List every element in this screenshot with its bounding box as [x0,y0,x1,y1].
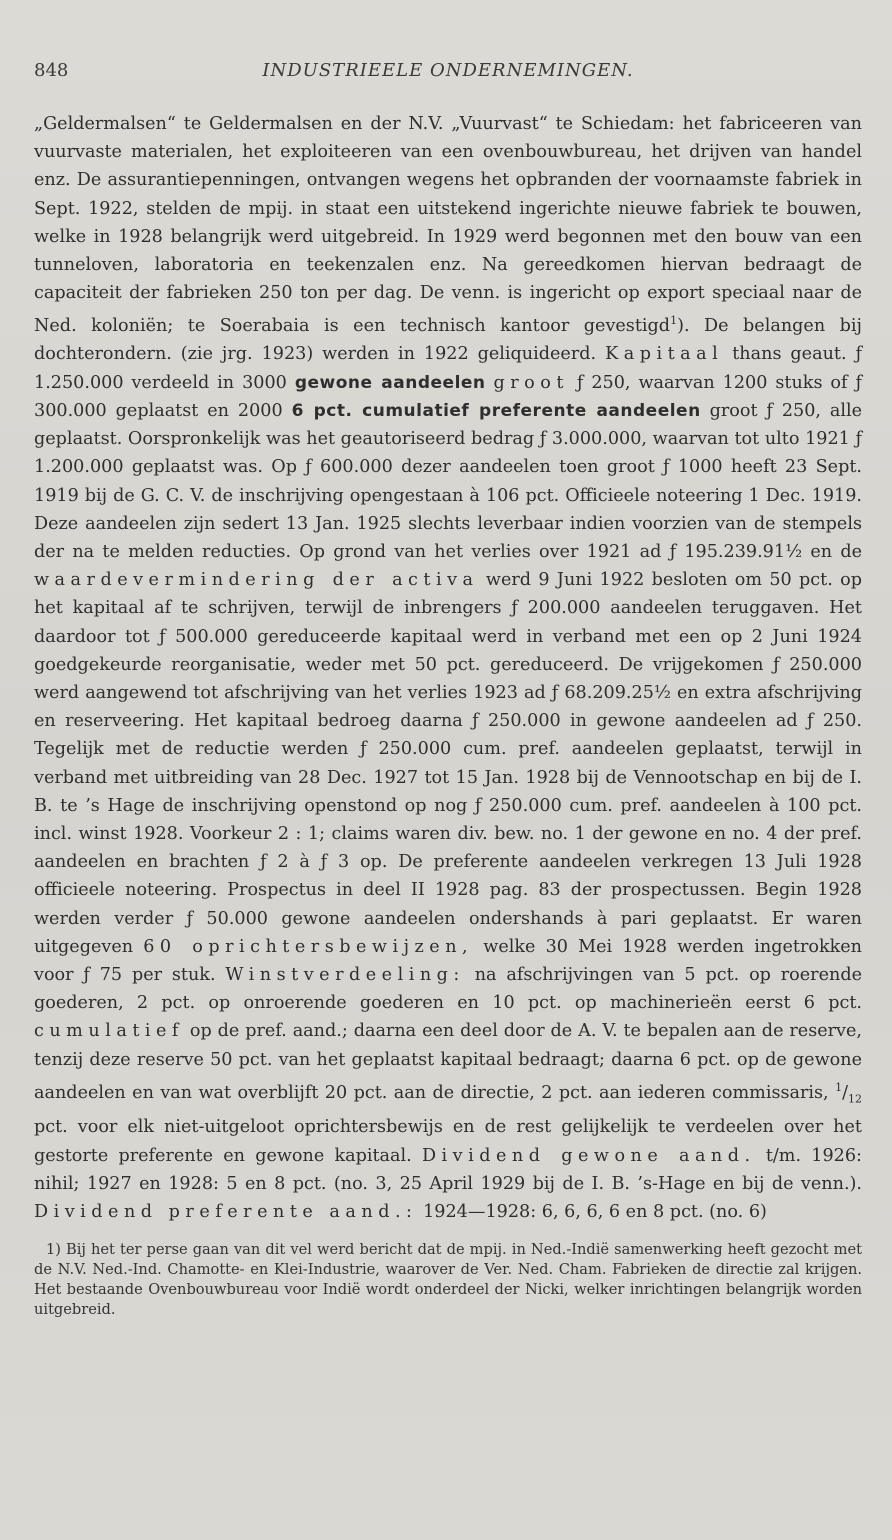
text-segment: pct. voor elk niet-uitgeloot oprichtersbewijs en de rest gelijkelijk te verdeelen over het gestorte preferente en gewone kapitaal. [34,1117,862,1166]
text-segment: na afschrijvingen van 5 pct. op roerende goederen, 2 pct. op onroerende goederen en 10 pct. op machinerieën eerst 6 pct. [34,964,863,1014]
footnote [34,1240,862,1320]
footnote-reference: 1 [670,314,678,328]
text-segment: t/m. 1926: nihil; 1927 en 1928: 5 en 8 pct. (no. 3, 25 April 1929 bij de I. B. ’s-Hage en bij de venn.). [34,1145,862,1194]
footnote-marker: 1) [46,1241,61,1259]
heading-dividend-preferente: Dividend preferente aand.: [34,1201,418,1222]
fraction-denominator: 12 [848,1092,862,1106]
heading-gewone-aandeelen: gewone aandeelen [294,372,486,393]
heading-dividend-gewone: Dividend gewone aand. [421,1145,756,1166]
text-segment: werd 9 Juni 1922 besloten om 50 pct. op het kapitaal af te schrijven, terwijl de inbrengers ƒ 200.000 aandeelen teruggaven. Het daardoor tot ƒ 500.000 gereduceerde kapitaal werd in verband met een op 2 Juni 1924 goedgekeurde reorganisatie, weder met 50 pct. gereduceerd. De vrijgekomen ƒ 250.000 werd aangewend tot afschrijving van het verlies 1923 ad ƒ 68.209.25½ en extra afschrijving en reserveering. Het kapitaal bedroeg daarna ƒ 250.000 in gewone aandeelen ad ƒ 250. Tegelijk met de reductie werden ƒ 250.000 cum. pref. aandeelen geplaatst, terwijl in verband met uitbreiding van 28 Dec. 1927 tot 15 Jan. 1928 bij de Vennootschap en bij de I. B. te ’s Hage de inschrijving openstond op nog ƒ 250.000 cum. pref. aandeelen à 100 pct. incl. winst 1928. Voorkeur 2 : 1; claims waren div. bew. no. 1 der gewone en no. 4 der pref. aandeelen en brachten ƒ 2 à ƒ 3 op. De preferente aandeelen verkregen 13 Juli 1928 officieele noteering. Prospectus in deel II 1928 pag. 83 der prospectussen. Begin 1928 werden verder ƒ 50.000 gewone aandeelen ondershands à pari geplaatst. Er waren uitgegeven [34,570,863,957]
main-paragraph [34,110,862,1226]
text-segment: 1924—1928: 6, 6, 6, 6 en 8 pct. (no. 6) [423,1201,767,1222]
spaced-cumulatief: cumulatief [34,1021,184,1042]
fraction-numerator: 1 [835,1080,843,1094]
running-title: INDUSTRIEELE ONDERNEMINGEN. [262,60,634,81]
text-segment: groot ƒ 250, alle geplaatst. Oorspronkelijk was het geautoriseerd bedrag ƒ 3.000.000, waarvan tot ulto 1921 ƒ 1.200.000 geplaatst was. Op ƒ 600.000 dezer aandeelen toen groot ƒ 1000 heeft 23 Sept. 1919 bij de G. C. V. de inschrijving opengestaan à 106 pct. Officieele noteering 1 Dec. 1919. Deze aandeelen zijn sedert 13 Jan. 1925 slechts leverbaar indien voorzien van de stempels der na te melden reducties. Op grond van het verlies over 1921 ad ƒ 195.239.91½ en de [34,400,863,562]
text-segment: ). De belangen bij dochterondern. (zie jrg. 1923) werden in 1922 geliquideerd. [34,316,862,365]
text-segment: ƒ 250, waarvan 1200 stuks of ƒ 300.000 geplaatst en 2000 [34,372,862,421]
spaced-groot: groot [493,372,569,393]
spaced-waardevermindering: waardevermindering der activa [34,570,479,591]
text-segment: „Geldermalsen“ te Geldermalsen en der N.V. „Vuurvast“ te Schiedam: het fabriceeren van vuurvaste materialen, het exploiteeren van een ovenbouwbureau, het drijven van handel enz. De assurantiepenningen, ontvangen wegens het opbranden der voornaamste fabriek in Sept. 1922, stelden de mpij. in staat een uitstekend ingerichte nieuwe fabriek te bouwen, welke in 1928 belangrijk werd uitgebreid. In 1929 werd begonnen met den bouw van een tunneloven, laboratoria en teekenzalen enz. Na gereedkomen hiervan bedraagt de capaciteit der fabrieken 250 ton per dag. De venn. is ingericht op export speciaal naar de Ned. koloniën; te Soerabaia is een technisch kantoor gevestigd [34,114,862,337]
spaced-oprichtersbewijzen: 60 oprichtersbewijzen, [143,936,474,957]
text-segment: op de pref. aand.; daarna een deel door de A. V. te bepalen aan de reserve, tenzij deze reserve 50 pct. van het geplaatst kapitaal bedraagt; daarna 6 pct. op de gewone aandeelen en van wat overblijft 20 pct. aan de directie, 2 pct. aan iederen commissaris, [34,1021,863,1103]
heading-winstverdeeling: Winstverdeeling: [225,964,465,985]
heading-preferente-aandeelen: 6 pct. cumulatief preferente aandeelen [291,400,701,421]
running-head [34,60,862,86]
text-segment: thans geaut. ƒ 1.250.000 verdeeld in 3000 [34,344,863,393]
footnote-text: Bij het ter perse gaan van dit vel werd bericht dat de mpij. in Ned.-Indië samenwerking heeft gezocht met de N.V. Ned.-Ind. Chamotte- en Klei-Industrie, waarover de Ver. Ned. Cham. Fabrieken de directie zal krijgen. Het bestaande Ovenbouwbureau voor Indië wordt onderdeel der Nicki, welker inrichtingen belangrijk worden uitgebreid. [34,1241,862,1319]
heading-kapitaal: Kapitaal [605,344,724,365]
text-segment: welke 30 Mei 1928 werden ingetrokken voor ƒ 75 per stuk. [34,936,863,985]
body-text [34,110,862,1226]
fraction: $^1/_{12}$ [835,1080,862,1106]
page-number: 848 [34,60,69,81]
